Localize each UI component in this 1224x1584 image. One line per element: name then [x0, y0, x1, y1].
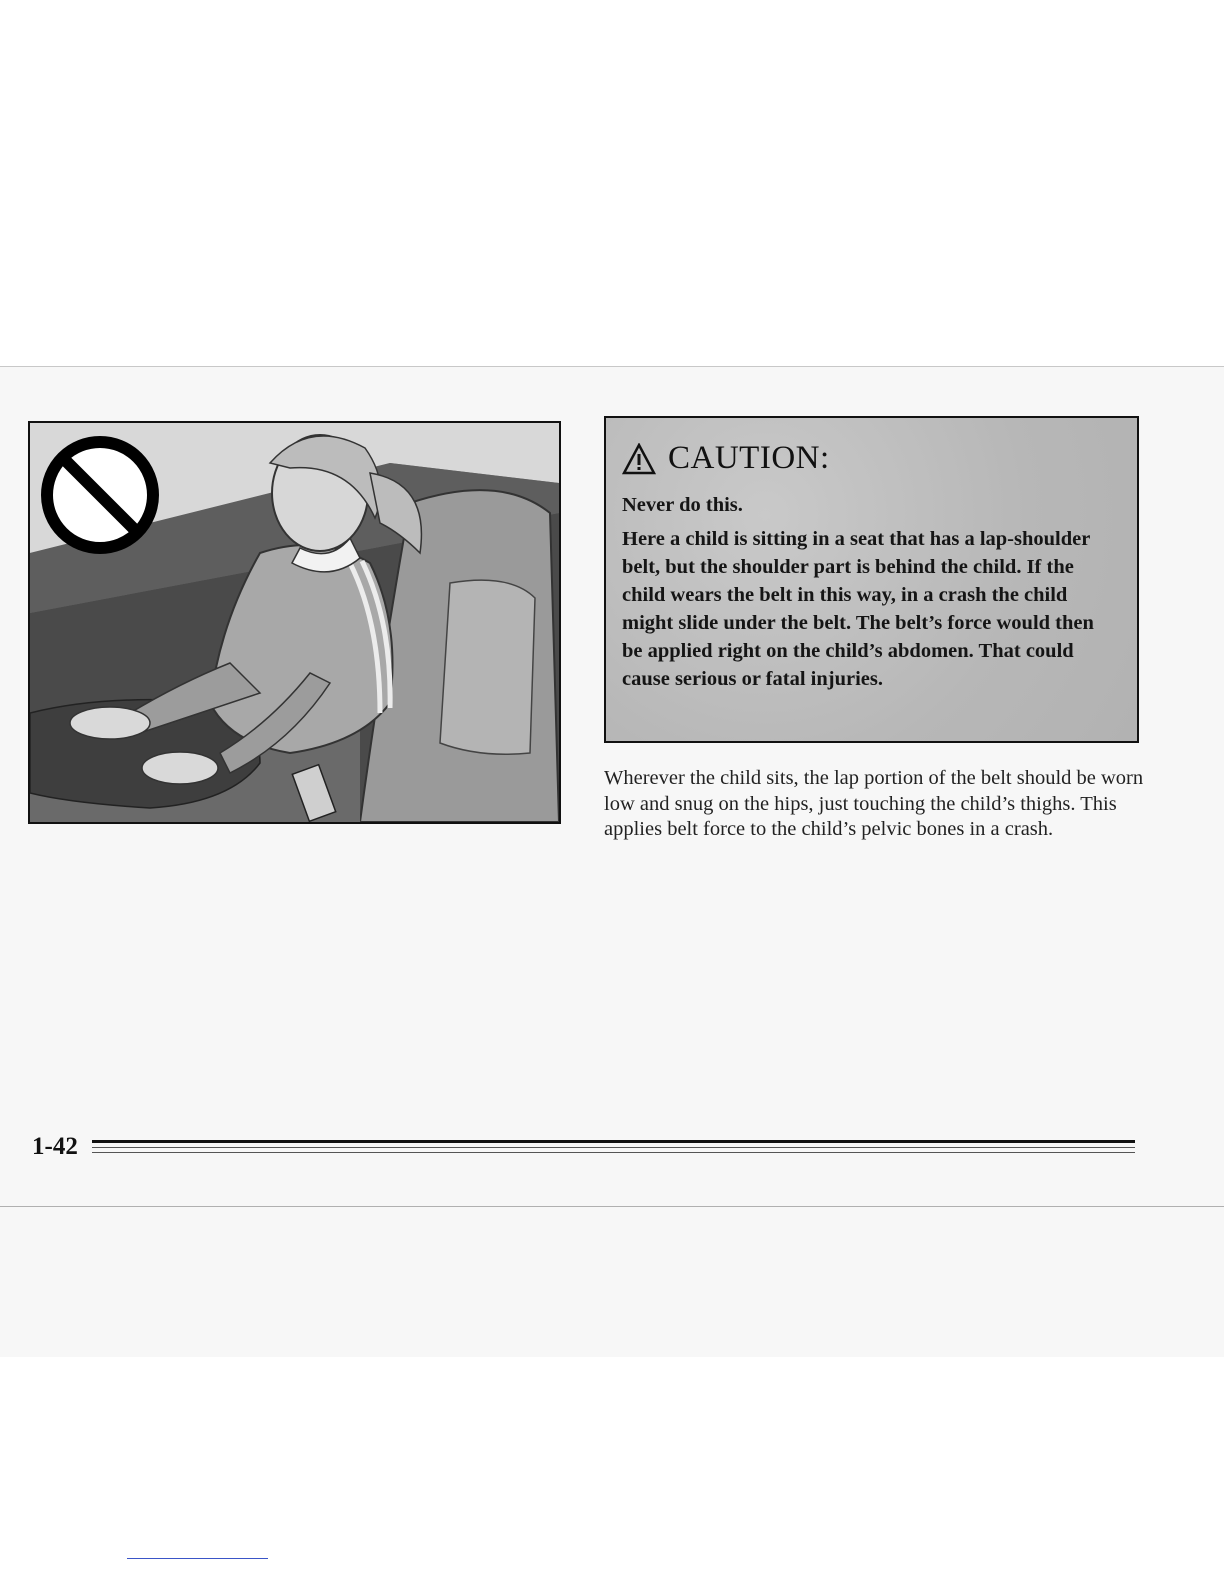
- page-number: 1-42: [32, 1133, 78, 1160]
- caution-lead: Never do this.: [622, 494, 743, 516]
- child-seatbelt-illustration: [28, 421, 561, 824]
- prohibition-icon: [47, 442, 153, 548]
- page-edge-line: [0, 1206, 1224, 1207]
- body-paragraph: Wherever the child sits, the lap portion of the belt should be worn low and snug on the hips, just touching the child’s thighs. This applies belt force to the child’s pelvic bones in a crash.: [604, 767, 1144, 840]
- footer-rule-thick: [92, 1140, 1135, 1143]
- caution-body: Here a child is sitting in a seat that has a lap-shoulder belt, but the shoulder part is behind the child. If the child wears the belt in this way, in a crash the child might slide under the belt. The belt’s force would then be applied right on the child’s abdomen. That could cause serious or fatal injuries.: [622, 528, 1094, 690]
- link-underline[interactable]: [127, 1558, 268, 1559]
- caution-header: [622, 440, 1119, 477]
- caution-title: CAUTION:: [668, 440, 830, 476]
- warning-triangle-icon: [622, 443, 656, 475]
- footer-rule-thin: [92, 1147, 1135, 1148]
- caution-box: [604, 416, 1139, 743]
- footer-rule-thin-2: [92, 1152, 1135, 1153]
- illustration-drawing: [30, 423, 559, 822]
